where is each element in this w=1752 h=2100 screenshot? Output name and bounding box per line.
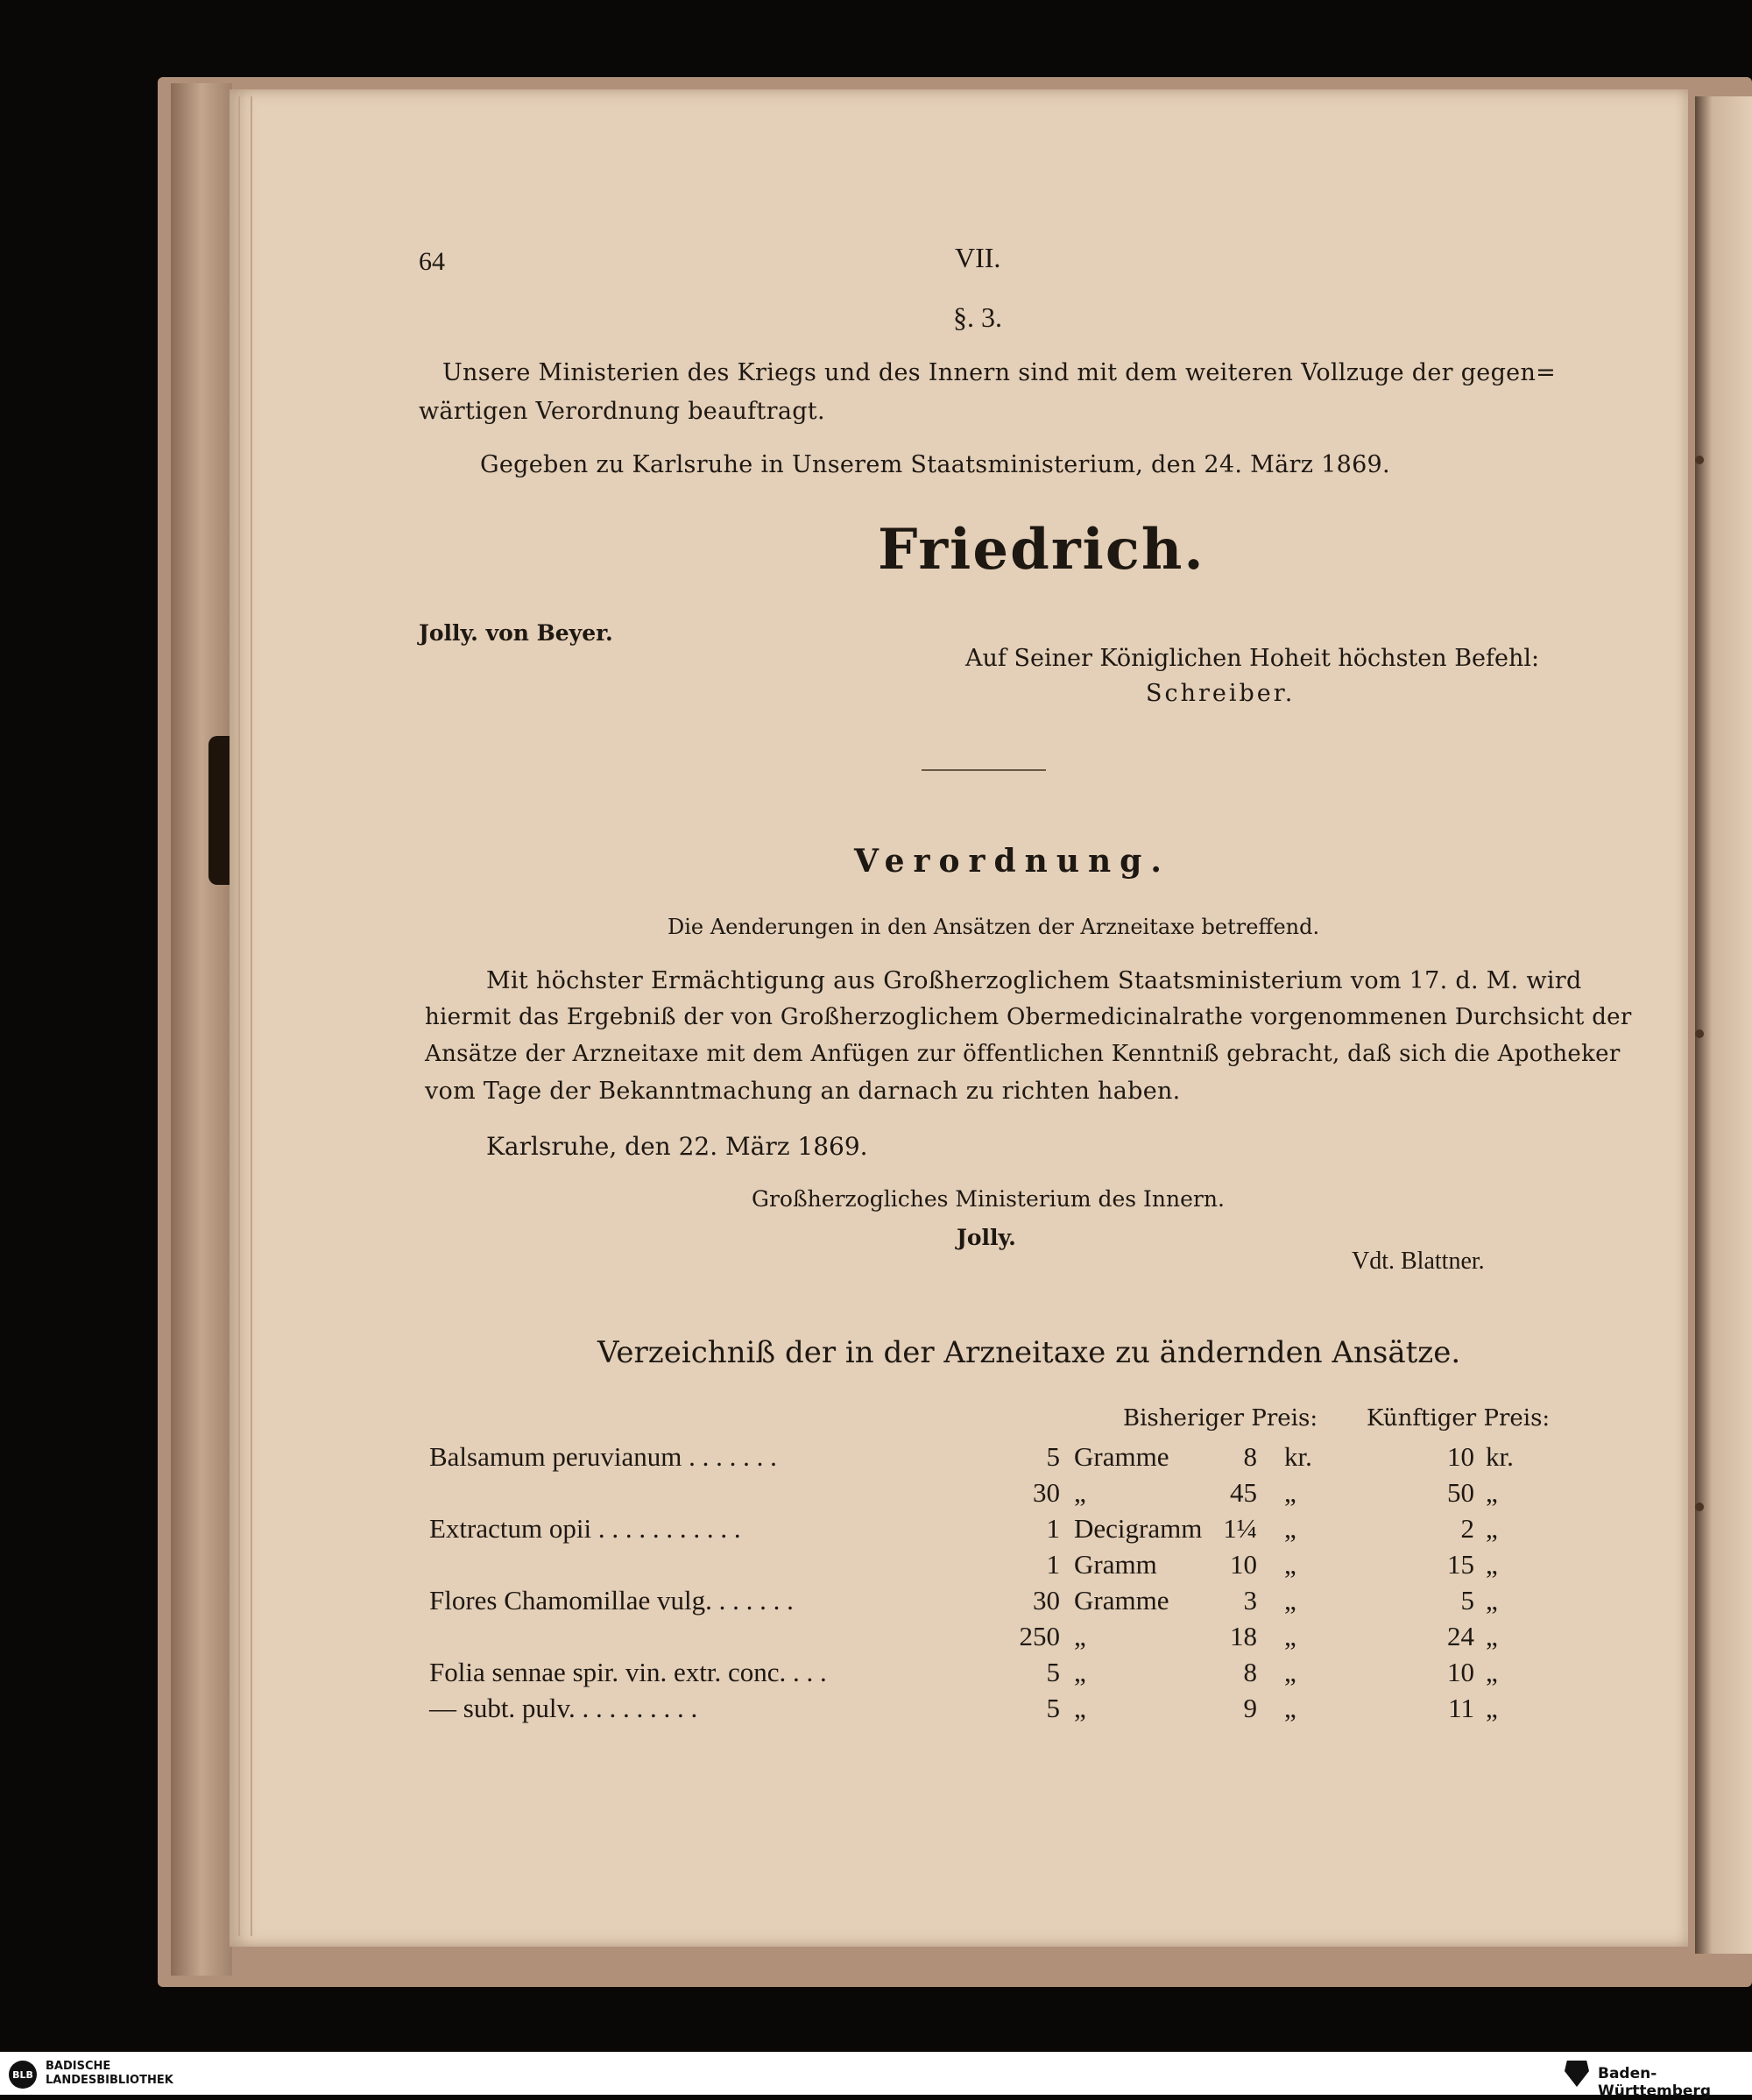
item-unit: Gramme	[1074, 1585, 1169, 1616]
place-date: Karlsruhe, den 22. März 1869.	[486, 1132, 868, 1161]
binding-hole	[1695, 456, 1704, 464]
old-price-unit: „	[1284, 1513, 1296, 1544]
new-price: 5	[1460, 1585, 1474, 1616]
header-old-price: Bisheriger Preis:	[1123, 1405, 1318, 1432]
closing-text-line: wärtigen Verordnung beauftragt.	[419, 398, 825, 425]
new-price-unit: „	[1486, 1621, 1498, 1651]
table-row	[0, 1477, 1752, 1512]
ordinance-subject: Die Aenderungen in den Ansätzen der Arzneitaxe betreffend.	[668, 915, 1320, 939]
item-unit: Decigramm	[1074, 1513, 1203, 1544]
signature-friedrich: Friedrich.	[878, 517, 1205, 583]
table-row	[0, 1693, 1752, 1728]
table-row	[0, 1513, 1752, 1548]
command-line: Auf Seiner Königlichen Hoheit höchsten Befehl:	[965, 645, 1540, 672]
new-price: 10	[1447, 1441, 1474, 1472]
table-row	[0, 1585, 1752, 1620]
item-unit: Gramme	[1074, 1441, 1169, 1472]
item-name: Flores Chamomillae vulg. . . . . . .	[429, 1585, 794, 1616]
old-price-unit: kr.	[1284, 1441, 1312, 1472]
old-price-unit: „	[1284, 1477, 1296, 1508]
old-price-unit: „	[1284, 1693, 1296, 1723]
table-row	[0, 1621, 1752, 1656]
item-unit: „	[1074, 1621, 1086, 1651]
countersign: Vdt. Blattner.	[1352, 1248, 1485, 1275]
blb-logo-icon: BLB	[9, 2061, 37, 2089]
new-price-unit: „	[1486, 1513, 1498, 1544]
new-price: 11	[1448, 1693, 1474, 1723]
old-price: 10	[1230, 1549, 1257, 1580]
ordinance-body-line: Ansätze der Arzneitaxe mit dem Anfügen zur öffentlichen Kenntniß gebracht, daß sich die Apotheker	[425, 1041, 1621, 1067]
binding-hole	[1695, 1029, 1704, 1038]
item-quantity: 30	[1033, 1477, 1060, 1508]
cosigners: Jolly. von Beyer.	[419, 620, 613, 646]
new-price-unit: „	[1486, 1693, 1498, 1723]
ministry-name: Großherzogliches Ministerium des Innern.	[752, 1186, 1225, 1212]
ordinance-body-line: vom Tage der Bekanntmachung an darnach zu richten haben.	[425, 1078, 1181, 1105]
paragraph-mark: §. 3.	[953, 301, 1002, 333]
table-row	[0, 1657, 1752, 1692]
old-price: 8	[1243, 1441, 1257, 1472]
new-price-unit: „	[1486, 1549, 1498, 1580]
section-number: VII.	[955, 242, 1001, 273]
old-price: 1¼	[1223, 1513, 1257, 1544]
book-spine-edge	[171, 83, 232, 1976]
old-price-unit: „	[1284, 1585, 1296, 1616]
item-name: — subt. pulv. . . . . . . . . .	[429, 1693, 698, 1723]
new-price: 24	[1447, 1621, 1474, 1651]
coat-of-arms-icon	[1565, 2061, 1589, 2087]
new-price-unit: „	[1486, 1477, 1498, 1508]
ordinance-title: Verordnung.	[854, 843, 1170, 880]
state-name: Baden-Württemberg	[1598, 2065, 1711, 2100]
new-price: 10	[1447, 1657, 1474, 1687]
item-quantity: 5	[1046, 1693, 1060, 1723]
old-price: 9	[1243, 1693, 1257, 1723]
item-unit: „	[1074, 1657, 1086, 1687]
old-price-unit: „	[1284, 1621, 1296, 1651]
ordinance-body-line: Mit höchster Ermächtigung aus Großherzoglichem Staatsministerium vom 17. d. M. wird	[486, 967, 1582, 994]
item-unit: Gramm	[1074, 1549, 1157, 1580]
page-number: 64	[419, 247, 445, 276]
item-unit: „	[1074, 1477, 1086, 1508]
ordinance-signer: Jolly.	[957, 1225, 1016, 1250]
item-name: Extractum opii . . . . . . . . . . .	[429, 1513, 741, 1544]
library-name-line2: LANDESBIBLIOTHEK	[46, 2074, 173, 2087]
item-unit: „	[1074, 1693, 1086, 1723]
item-quantity: 1	[1046, 1513, 1060, 1544]
old-price: 18	[1230, 1621, 1257, 1651]
given-line: Gegeben zu Karlsruhe in Unserem Staatsministerium, den 24. März 1869.	[480, 451, 1390, 478]
table-row	[0, 1549, 1752, 1584]
old-price: 3	[1243, 1585, 1257, 1616]
old-price-unit: „	[1284, 1549, 1296, 1580]
item-quantity: 30	[1033, 1585, 1060, 1616]
header-new-price: Künftiger Preis:	[1367, 1405, 1551, 1432]
item-quantity: 250	[1019, 1621, 1060, 1651]
table-row	[0, 1441, 1752, 1476]
old-price: 8	[1243, 1657, 1257, 1687]
item-name: Balsamum peruvianum . . . . . . .	[429, 1441, 777, 1472]
price-list-title: Verzeichniß der in der Arzneitaxe zu ändernden Ansätze.	[597, 1335, 1461, 1370]
old-price: 45	[1230, 1477, 1257, 1508]
secretary-name: Schreiber.	[1146, 680, 1296, 707]
item-name: Folia sennae spir. vin. extr. conc. . . .	[429, 1657, 827, 1687]
old-price-unit: „	[1284, 1657, 1296, 1687]
new-price-unit: kr.	[1486, 1441, 1514, 1472]
new-price-unit: „	[1486, 1585, 1498, 1616]
library-name-line1: BADISCHE	[46, 2060, 111, 2073]
section-divider	[922, 769, 1046, 771]
ordinance-body-line: hiermit das Ergebniß der von Großherzoglichem Obermedicinalrathe vorgenommenen Durchsicht der	[425, 1004, 1632, 1030]
item-quantity: 5	[1046, 1657, 1060, 1687]
item-quantity: 1	[1046, 1549, 1060, 1580]
library-name	[46, 2060, 173, 2088]
item-quantity: 5	[1046, 1441, 1060, 1472]
footer-bar	[0, 2052, 1752, 2100]
new-price: 2	[1460, 1513, 1474, 1544]
new-price-unit: „	[1486, 1657, 1498, 1687]
new-price: 50	[1447, 1477, 1474, 1508]
closing-text-line: Unsere Ministerien des Kriegs und des Innern sind mit dem weiteren Vollzuge der gegen=	[442, 359, 1557, 386]
new-price: 15	[1447, 1549, 1474, 1580]
